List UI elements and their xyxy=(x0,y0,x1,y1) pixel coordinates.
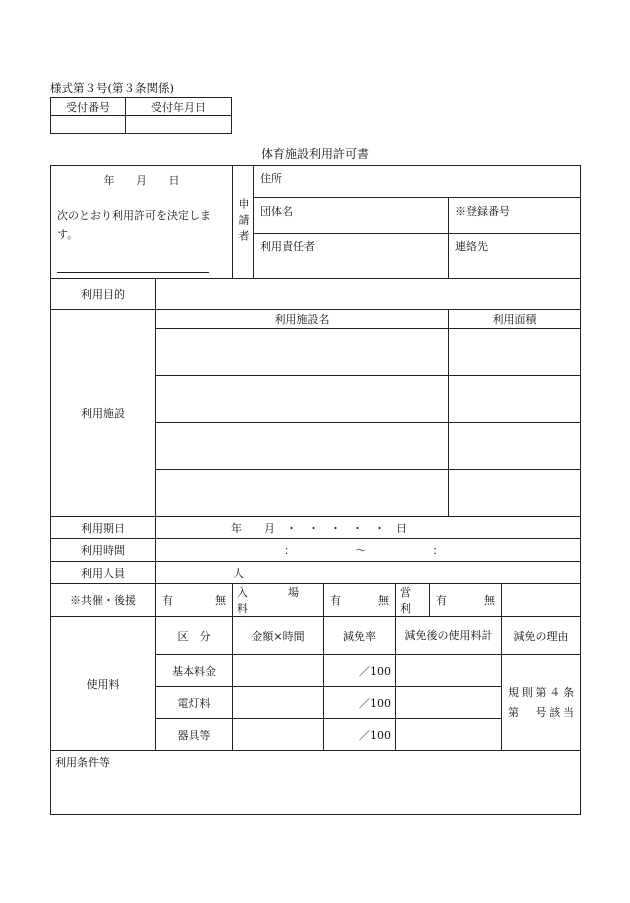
fee-reason-line1: 規則第４条 xyxy=(508,685,574,699)
applicant-label: 申請者 xyxy=(237,198,250,246)
fee-rate-cell: ／100 xyxy=(324,687,396,719)
profit-label: 営利 xyxy=(396,584,430,617)
reg-no-label: ※登録番号 xyxy=(455,205,510,218)
fee-amount-cell xyxy=(233,687,324,719)
purpose-label: 利用目的 xyxy=(51,279,156,310)
form-id: 様式第３号(第３条関係) xyxy=(50,81,174,95)
fee-header-total: 減免後の使用料計 xyxy=(396,617,502,655)
profit-no: 無 xyxy=(484,594,495,607)
signature-line xyxy=(57,272,209,273)
permit-form-table xyxy=(50,165,581,815)
facility-area-cell xyxy=(449,376,581,423)
facility-name-header: 利用施設名 xyxy=(156,310,449,329)
decision-date: 年 月 日 xyxy=(103,174,180,187)
receipt-date-value xyxy=(126,116,232,134)
fee-reason-line2: 第 号該当 xyxy=(508,705,574,719)
address-cell xyxy=(254,166,581,198)
conditions-cell xyxy=(51,751,581,815)
responsible-cell xyxy=(254,234,449,279)
facility-area-cell xyxy=(449,423,581,470)
facility-name-cell xyxy=(156,376,449,423)
facility-name-cell xyxy=(156,470,449,517)
cohost-blank xyxy=(502,584,581,617)
facility-area-header: 利用面積 xyxy=(449,310,581,329)
group-cell xyxy=(254,198,449,234)
reg-no-cell xyxy=(449,198,581,234)
time-value: ： 〜 ： xyxy=(156,539,581,562)
fee-row-light: 電灯料 xyxy=(156,687,233,719)
entry-fee-no: 無 xyxy=(378,594,389,607)
people-unit: 人 xyxy=(233,566,244,580)
cohost-choice-cell xyxy=(156,584,233,617)
facility-name-cell xyxy=(156,423,449,470)
dates-value: 年 月 ・ ・ ・ ・ ・ 日 xyxy=(156,517,581,539)
cohost-no: 無 xyxy=(215,594,226,607)
conditions-label: 利用条件等 xyxy=(55,756,110,769)
fee-reason-cell xyxy=(502,655,581,751)
fee-header-rate: 減免率 xyxy=(324,617,396,655)
profit-choice-cell xyxy=(430,584,502,617)
group-label: 団体名 xyxy=(260,205,293,218)
fee-total-cell xyxy=(396,719,502,751)
entry-fee-choice-cell xyxy=(324,584,396,617)
decision-cell xyxy=(51,166,233,279)
purpose-value xyxy=(156,279,581,310)
fee-amount-cell xyxy=(233,719,324,751)
time-label: 利用時間 xyxy=(51,539,156,562)
facility-name-cell xyxy=(156,329,449,376)
form-title: 体育施設利用許可書 xyxy=(260,147,369,161)
entry-fee-yes: 有 xyxy=(330,594,341,607)
fee-row-basic: 基本料金 xyxy=(156,655,233,687)
applicant-label-cell xyxy=(233,166,254,279)
entry-fee-label-cell xyxy=(233,584,324,617)
fee-row-equipment: 器具等 xyxy=(156,719,233,751)
fee-header-amount: 金額×時間 xyxy=(233,617,324,655)
fee-label: 使用料 xyxy=(51,617,156,751)
receipt-date-label: 受付年月日 xyxy=(126,98,232,116)
cohost-yes: 有 xyxy=(162,594,173,607)
receipt-number-value xyxy=(51,116,126,134)
fee-header-reason: 減免の理由 xyxy=(502,617,581,655)
contact-label: 連絡先 xyxy=(455,240,488,253)
contact-cell xyxy=(449,234,581,279)
profit-yes: 有 xyxy=(436,594,447,607)
people-value xyxy=(156,562,581,584)
fee-rate-cell: ／100 xyxy=(324,719,396,751)
address-label: 住所 xyxy=(260,172,282,185)
facility-area-cell xyxy=(449,470,581,517)
dates-label: 利用期日 xyxy=(51,517,156,539)
fee-rate-cell: ／100 xyxy=(324,655,396,687)
decision-text: 次のとおり利用許可を決定します。 xyxy=(57,209,211,241)
fee-total-cell xyxy=(396,655,502,687)
receipt-number-label: 受付番号 xyxy=(51,98,126,116)
cohost-label: ※共催・後援 xyxy=(51,584,156,617)
responsible-label: 利用責任者 xyxy=(260,240,315,253)
fee-header-category: 区 分 xyxy=(156,617,233,655)
fee-amount-cell xyxy=(233,655,324,687)
facility-label: 利用施設 xyxy=(51,310,156,517)
fee-total-cell xyxy=(396,687,502,719)
receipt-table xyxy=(50,97,232,134)
facility-area-cell xyxy=(449,329,581,376)
entry-fee-label: 入場料 xyxy=(237,586,319,615)
people-label: 利用人員 xyxy=(51,562,156,584)
